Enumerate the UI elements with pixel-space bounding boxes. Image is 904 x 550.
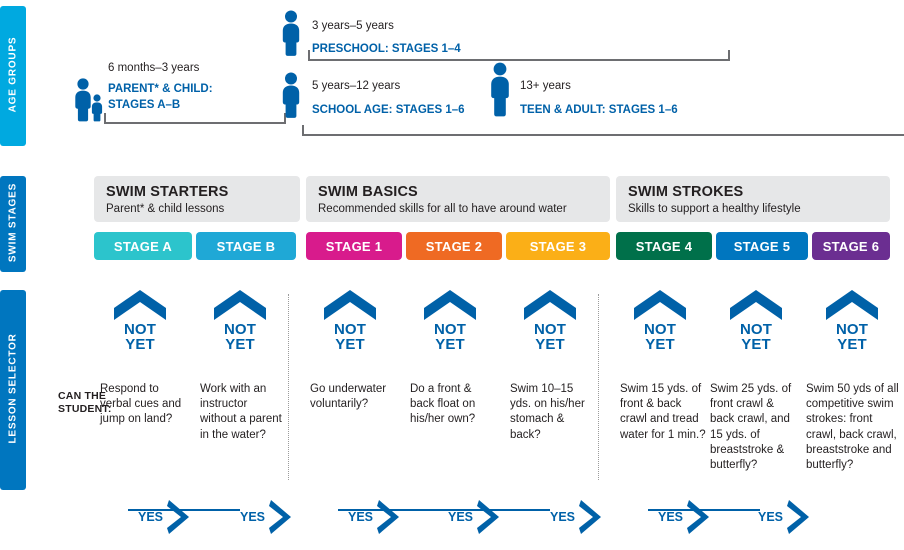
age-title-preschool: PRESCHOOL: STAGES 1–4	[312, 43, 461, 55]
group-subtitle-swim-starters: Parent* & child lessons	[106, 203, 225, 215]
lesson-selector-section	[34, 290, 904, 540]
rail-swim-stages-label: SWIM STAGES	[7, 182, 19, 263]
chevron-right-icon	[687, 500, 709, 534]
chevron-up-icon	[618, 290, 702, 320]
age-axis-preschool	[308, 50, 730, 61]
yes-3-label: YES	[550, 510, 576, 524]
not-yet-3-line1: NOT	[533, 321, 567, 338]
rail-lesson-selector	[0, 290, 26, 490]
not-yet-3[interactable]	[508, 290, 592, 353]
not-yet-4[interactable]	[618, 290, 702, 353]
chevron-right-icon	[269, 500, 291, 534]
stage-chip-1-label: STAGE 1	[325, 238, 383, 254]
age-range-parent-child: 6 months–3 years	[108, 62, 200, 74]
not-yet-6[interactable]	[810, 290, 894, 353]
chevron-right-icon	[579, 500, 601, 534]
stage-chip-6[interactable]	[812, 232, 890, 260]
question-2: Do a front & back float on his/her own?	[410, 383, 476, 426]
group-subtitle-swim-strokes: Skills to support a healthy lifestyle	[628, 203, 801, 215]
not-yet-a-line1: NOT	[123, 321, 157, 338]
group-title-swim-starters: SWIM STARTERS	[106, 184, 229, 200]
chevron-right-icon	[477, 500, 499, 534]
stage-chip-1[interactable]	[306, 232, 402, 260]
group-header-swim-basics	[306, 176, 610, 222]
chevron-up-icon	[308, 290, 392, 320]
chevron-up-icon	[810, 290, 894, 320]
not-yet-1-line1: NOT	[333, 321, 367, 338]
yes-3[interactable]	[550, 500, 601, 534]
not-yet-3-text	[508, 322, 592, 353]
group-header-swim-strokes	[616, 176, 890, 222]
question-5: Swim 25 yds. of front crawl & back crawl, and 15 yds. of breaststroke & butterfly?	[710, 383, 792, 471]
not-yet-4-line2: YET	[645, 336, 675, 354]
stage-chip-b-label: STAGE B	[216, 238, 276, 254]
yes-b[interactable]	[240, 500, 291, 534]
rail-swim-stages	[0, 176, 26, 272]
stage-chip-3-label: STAGE 3	[529, 238, 587, 254]
not-yet-2-line1: NOT	[433, 321, 467, 338]
not-yet-b-line1: NOT	[223, 321, 257, 338]
chevron-right-icon	[377, 500, 399, 534]
age-title-parent-child	[108, 82, 213, 113]
chevron-right-icon	[787, 500, 809, 534]
not-yet-6-line1: NOT	[835, 321, 869, 338]
chevron-right-icon	[167, 500, 189, 534]
question-3: Swim 10–15 yds. on his/her stomach & back?	[510, 383, 585, 441]
can-the-student-line2: STUDENT:	[58, 403, 112, 416]
can-the-student-line1: CAN THE	[58, 390, 107, 402]
group-title-swim-strokes: SWIM STROKES	[628, 184, 744, 200]
not-yet-1[interactable]	[308, 290, 392, 353]
rail-age-groups	[0, 6, 26, 146]
yes-a-label: YES	[138, 510, 164, 524]
not-yet-1-line2: YET	[335, 336, 365, 354]
age-axis-parent-child	[104, 113, 286, 124]
not-yet-1-text	[308, 322, 392, 353]
not-yet-3-line2: YET	[535, 336, 565, 354]
stage-chip-a-label: STAGE A	[113, 238, 173, 254]
adult-child-icon	[72, 78, 104, 122]
child-icon-schoolage	[278, 72, 304, 118]
not-yet-5-line2: YET	[741, 336, 771, 354]
age-axis-school-teen	[302, 125, 904, 136]
yes-5[interactable]	[758, 500, 809, 534]
stage-chip-4[interactable]	[616, 232, 712, 260]
adult-icon	[486, 62, 514, 118]
age-range-preschool: 3 years–5 years	[312, 20, 394, 32]
chevron-up-icon	[98, 290, 182, 320]
not-yet-a-text	[98, 322, 182, 353]
stage-chip-a[interactable]	[94, 232, 192, 260]
not-yet-b[interactable]	[198, 290, 282, 353]
not-yet-a-line2: YET	[125, 336, 155, 354]
rail-age-groups-label: AGE GROUPS	[7, 36, 19, 113]
not-yet-a[interactable]	[98, 290, 182, 353]
not-yet-5-text	[714, 322, 798, 353]
divider-2	[598, 294, 599, 480]
group-title-swim-basics: SWIM BASICS	[318, 184, 418, 200]
not-yet-6-text	[810, 322, 894, 353]
stage-chip-5-label: STAGE 5	[733, 238, 791, 254]
question-4: Swim 15 yds. of front & back crawl and tread water for 1 min.?	[620, 383, 706, 441]
age-range-teen-adult: 13+ years	[520, 80, 571, 92]
stage-chip-2[interactable]	[406, 232, 502, 260]
group-header-swim-starters	[94, 176, 300, 222]
chevron-up-icon	[714, 290, 798, 320]
yes-4-label: YES	[658, 510, 684, 524]
divider-1	[288, 294, 289, 480]
age-groups-section	[34, 0, 904, 150]
group-subtitle-swim-basics: Recommended skills for all to have around water	[318, 203, 567, 215]
question-6: Swim 50 yds of all competitive swim strokes: front crawl, back crawl, breaststroke and butterfly?	[806, 383, 899, 471]
not-yet-4-line1: NOT	[643, 321, 677, 338]
yes-a[interactable]	[138, 500, 189, 534]
stage-chip-6-label: STAGE 6	[822, 238, 880, 254]
not-yet-2-line2: YET	[435, 336, 465, 354]
child-icon	[278, 10, 304, 56]
yes-2-label: YES	[448, 510, 474, 524]
yes-4[interactable]	[658, 500, 709, 534]
not-yet-2[interactable]	[408, 290, 492, 353]
stage-chip-3[interactable]	[506, 232, 610, 260]
stage-chip-4-label: STAGE 4	[635, 238, 693, 254]
age-title-teen-adult: TEEN & ADULT: STAGES 1–6	[520, 104, 678, 116]
yes-2[interactable]	[448, 500, 499, 534]
rail-lesson-selector-label: LESSON SELECTOR	[7, 333, 19, 444]
age-title-parent-child-line1: PARENT* & CHILD:	[108, 83, 213, 95]
yes-1-label: YES	[348, 510, 374, 524]
stage-chip-2-label: STAGE 2	[425, 238, 483, 254]
yes-5-label: YES	[758, 510, 784, 524]
not-yet-5-line1: NOT	[739, 321, 773, 338]
yes-1[interactable]	[348, 500, 399, 534]
not-yet-b-text	[198, 322, 282, 353]
age-range-school-age: 5 years–12 years	[312, 80, 401, 92]
chevron-up-icon	[508, 290, 592, 320]
not-yet-4-text	[618, 322, 702, 353]
not-yet-6-line2: YET	[837, 336, 867, 354]
age-title-parent-child-line2: STAGES A–B	[108, 98, 181, 111]
chevron-up-icon	[198, 290, 282, 320]
not-yet-b-line2: YET	[225, 336, 255, 354]
age-title-school-age: SCHOOL AGE: STAGES 1–6	[312, 104, 465, 116]
chevron-up-icon	[408, 290, 492, 320]
not-yet-2-text	[408, 322, 492, 353]
yes-b-label: YES	[240, 510, 266, 524]
question-a: Respond to verbal cues and jump on land?	[100, 383, 182, 426]
not-yet-5[interactable]	[714, 290, 798, 353]
question-1: Go underwater voluntarily?	[310, 383, 387, 411]
stage-chip-b[interactable]	[196, 232, 296, 260]
question-b: Work with an instructor without a parent in the water?	[200, 383, 282, 441]
stage-chip-5[interactable]	[716, 232, 808, 260]
